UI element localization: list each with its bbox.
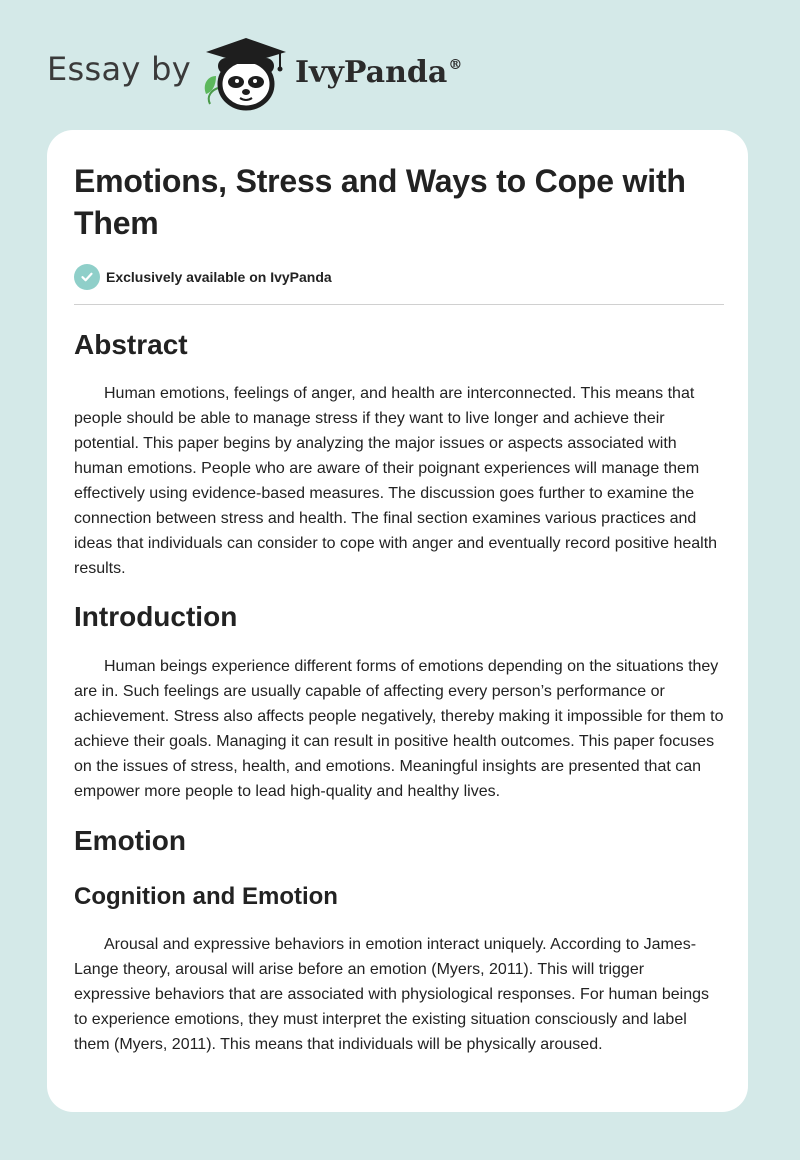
introduction-paragraph: Human beings experience different forms of emotions depending on the situations they are in. Such feelings are usually capable of affecting every person’s performance or achievement. Stress also affects people negatively, thereby making it impossible for them to achieve their goals. Managing it can result in positive health outcomes. This paper focuses on the issues of stress, health, and emotions. Meaningful insights are presented that can empower more people to lead high-quality and healthy lives. <box>74 658 724 800</box>
title-divider <box>74 304 724 305</box>
essay-content <box>74 160 724 1057</box>
introduction-heading: Introduction <box>74 601 238 632</box>
brand-name-text: IvyPanda <box>295 55 448 90</box>
exclusive-badge-text: Exclusively available on IvyPanda <box>106 269 332 285</box>
essay-by-label: Essay by <box>47 50 191 88</box>
site-header <box>0 0 800 130</box>
registered-mark: ® <box>448 57 463 73</box>
emotion-heading: Emotion <box>74 825 186 856</box>
page-title: Emotions, Stress and Ways to Cope with Them <box>74 163 686 241</box>
abstract-paragraph: Human emotions, feelings of anger, and health are interconnected. This means that people should be able to manage stress if they want to live longer and achieve their potential. This paper begins by analyzing the major issues or aspects associated with human emotions. People who are aware of their poignant experiences will manage them effectively using evidence-based measures. The discussion goes further to examine the connection between stress and health. The final section examines various practices and ideas that individuals can consider to cope with anger and eventually record positive health results. <box>74 385 718 577</box>
cognition-emotion-paragraph: Arousal and expressive behaviors in emotion interact uniquely. According to James-Lange theory, arousal will arise before an emotion (Myers, 2011). This will trigger expressive behaviors that are associated with physiological responses. For human beings to experience emotions, they must interpret the existing situation consciously and label them (Myers, 2011). This means that individuals will be physically aroused. <box>74 936 710 1053</box>
abstract-heading: Abstract <box>74 329 188 360</box>
cognition-emotion-subheading: Cognition and Emotion <box>74 883 338 910</box>
exclusive-badge <box>74 263 724 291</box>
check-circle-icon <box>74 264 100 290</box>
essay-card <box>47 130 748 1112</box>
panda-graduation-icon[interactable] <box>200 32 292 112</box>
brand-name[interactable] <box>295 55 462 90</box>
